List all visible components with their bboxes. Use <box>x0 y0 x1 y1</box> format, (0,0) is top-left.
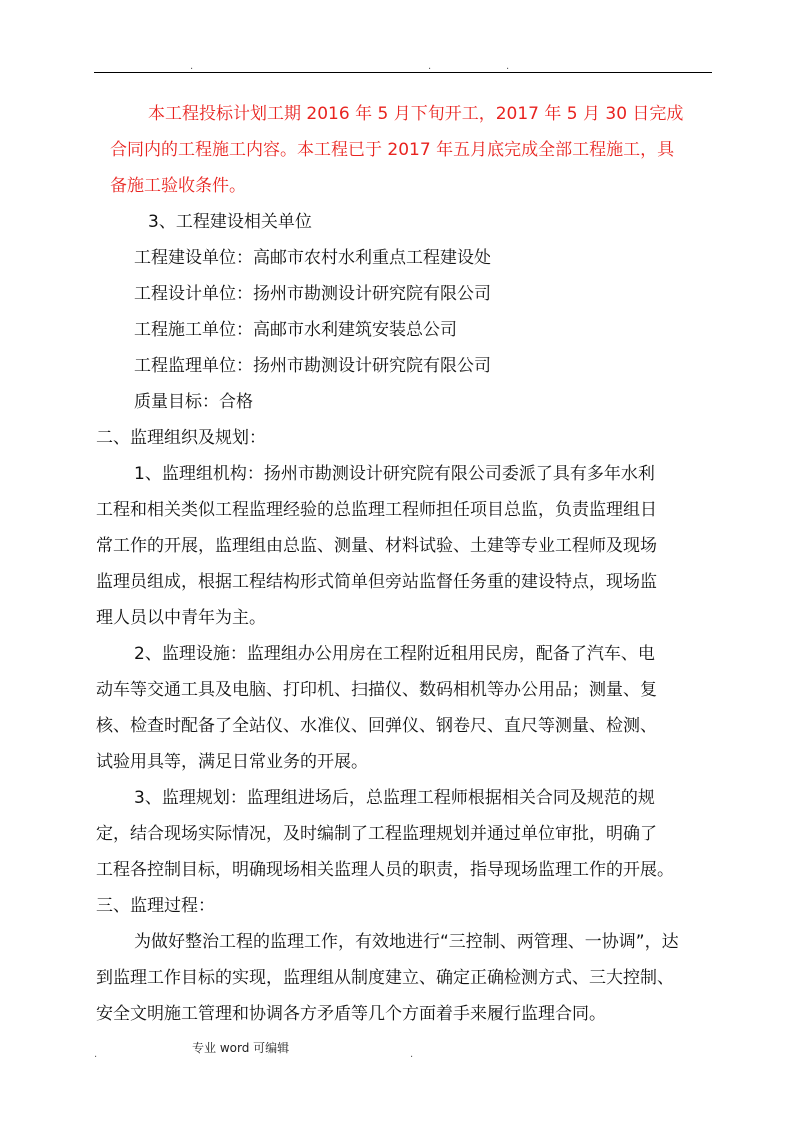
text-line: 工程监理单位：扬州市勘测设计研究院有限公司 <box>134 356 491 376</box>
header-dot: . <box>428 61 432 72</box>
text-line: 试验用具等，满足日常业务的开展。 <box>96 752 368 772</box>
text-line: 备施工验收条件。 <box>110 176 246 196</box>
text-line: 本工程投标计划工期 2016 年 5 月下旬开工，2017 年 5 月 30 日完成 <box>148 104 684 124</box>
text-line: 3、监理规划：监理组进场后，总监理工程师根据相关合同及规范的规 <box>134 788 655 808</box>
text-line: 质量目标：合格 <box>134 392 253 412</box>
text-line: 工程施工单位：高邮市水利建筑安装总公司 <box>134 320 457 340</box>
text-line: 核、检查时配备了全站仪、水准仪、回弹仪、钢卷尺、直尺等测量、检测、 <box>96 716 657 736</box>
text-line: 工程各控制目标，明确现场相关监理人员的职责，指导现场监理工作的开展。 <box>96 860 674 880</box>
text-line: 二、监理组织及规划： <box>96 428 266 448</box>
text-line: 理人员以中青年为主。 <box>96 608 266 628</box>
text-line: 动车等交通工具及电脑、打印机、扫描仪、数码相机等办公用品；测量、复 <box>96 680 657 700</box>
text-line: 到监理工作目标的实现，监理组从制度建立、确定正确检测方式、三大控制、 <box>96 968 674 988</box>
text-line: 安全文明施工管理和协调各方矛盾等几个方面着手来履行监理合同。 <box>96 1004 606 1024</box>
document-body <box>96 96 712 1032</box>
text-line: 工程设计单位：扬州市勘测设计研究院有限公司 <box>134 284 491 304</box>
text-line: 三、监理过程： <box>96 896 215 916</box>
text-line: 定，结合现场实际情况，及时编制了工程监理规划并通过单位审批，明确了 <box>96 824 657 844</box>
header-dot: . <box>506 61 510 72</box>
footer-text: 专业 word 可编辑 <box>192 1041 290 1055</box>
text-line: 工程和相关类似工程监理经验的总监理工程师担任项目总监，负责监理组日 <box>96 500 657 520</box>
text-line: 2、监理设施：监理组办公用房在工程附近租用民房，配备了汽车、电 <box>134 644 655 664</box>
text-line: 工程建设单位：高邮市农村水利重点工程建设处 <box>134 248 491 268</box>
text-line: 常工作的开展，监理组由总监、测量、材料试验、土建等专业工程师及现场 <box>96 536 657 556</box>
header-dot: . <box>190 61 194 72</box>
footer-dot: . <box>94 1049 98 1060</box>
text-line: 3、工程建设相关单位 <box>148 212 312 232</box>
text-line: 1、监理组机构：扬州市勘测设计研究院有限公司委派了具有多年水利 <box>134 464 655 484</box>
text-line: 为做好整治工程的监理工作，有效地进行“三控制、两管理、一协调”，达 <box>134 932 679 952</box>
text-line: 监理员组成，根据工程结构形式简单但旁站监督任务重的建设特点，现场监 <box>96 572 657 592</box>
text-line: 合同内的工程施工内容。本工程已于 2017 年五月底完成全部工程施工，具 <box>110 140 675 160</box>
header-rule <box>94 72 712 73</box>
footer-dot: . <box>410 1049 414 1060</box>
